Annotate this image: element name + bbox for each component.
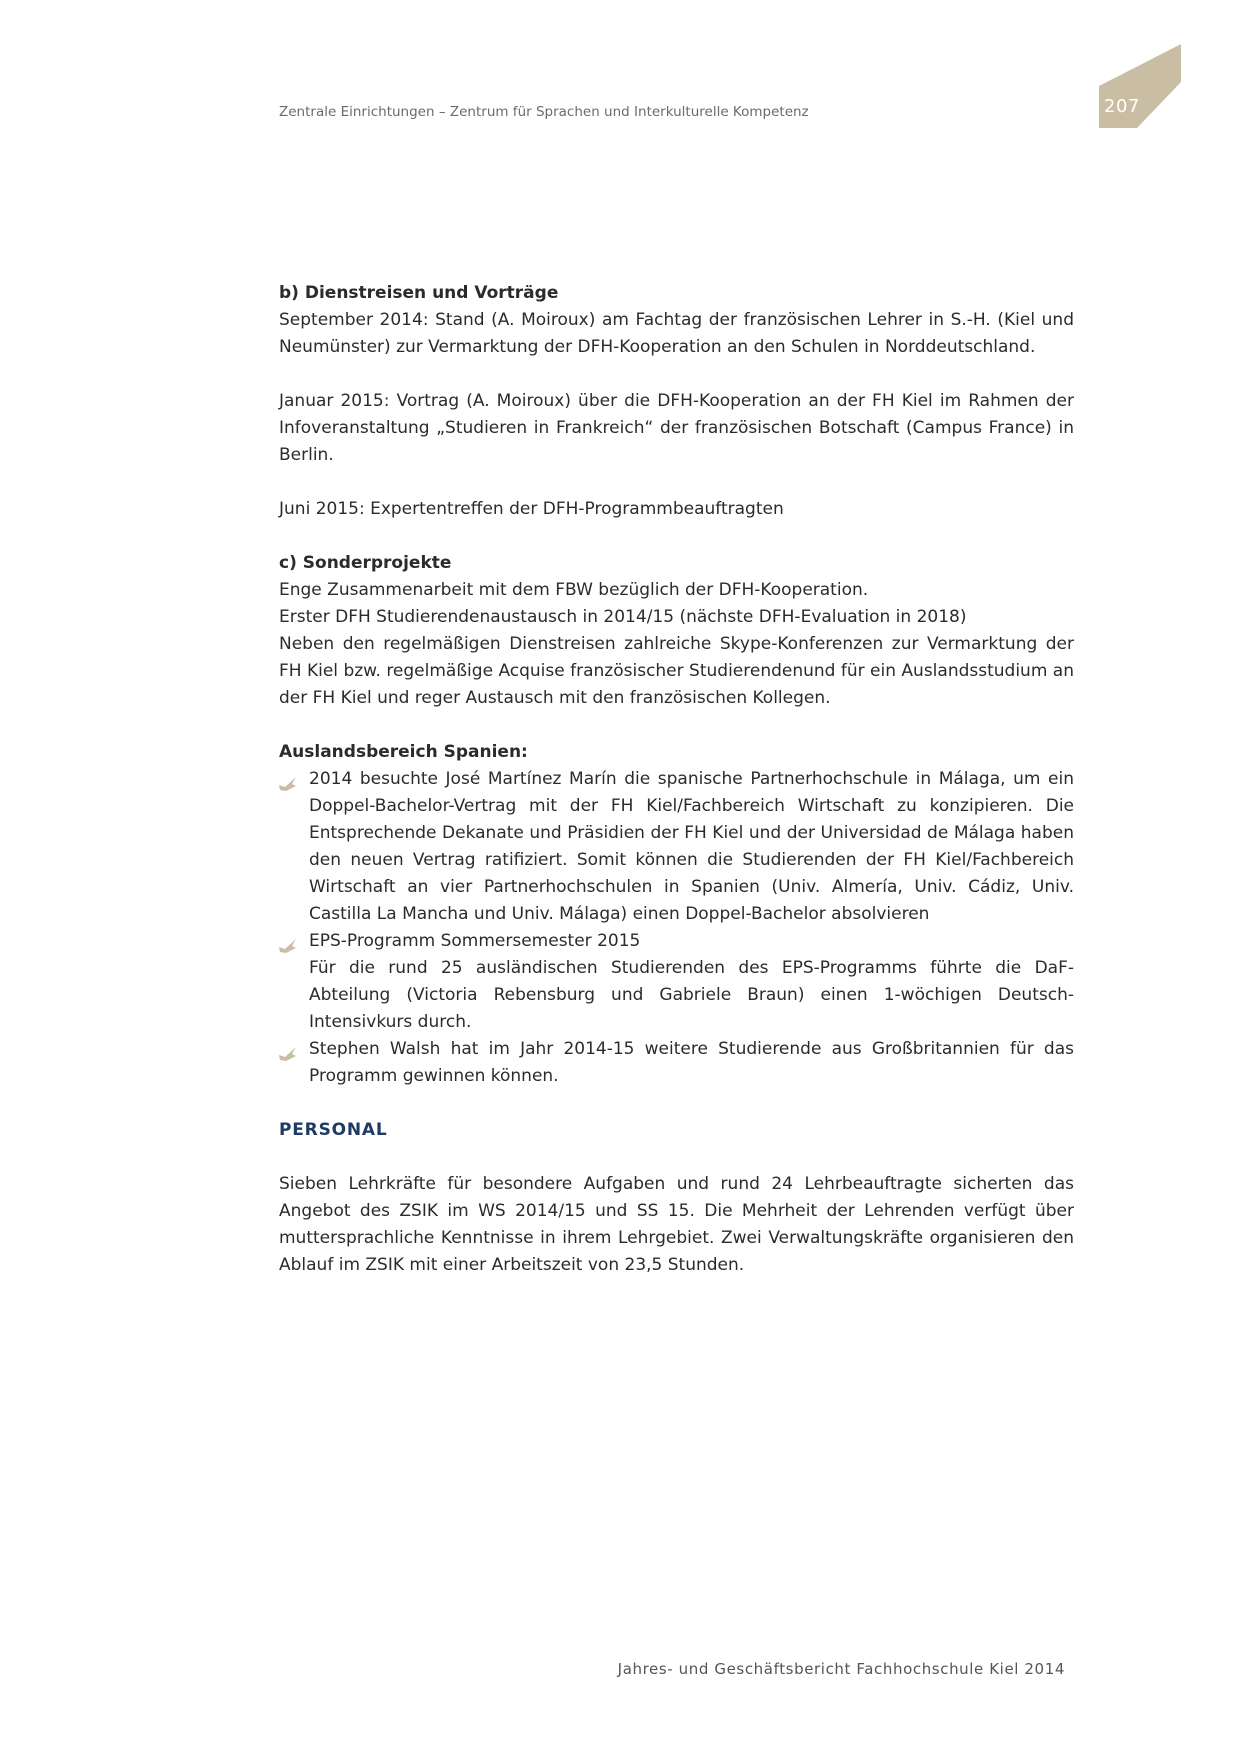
section-title-personal: PERSONAL <box>279 1120 388 1140</box>
sonderprojekte-line: Enge Zusammenarbeit mit dem FBW bezüglich der DFH-Kooperation. <box>279 580 869 600</box>
running-head: Zentrale Einrichtungen – Zentrum für Sprachen und Interkulturelle Kompetenz <box>279 104 809 120</box>
main-content <box>279 280 1074 1279</box>
checkmark-bullet-icon <box>279 773 297 787</box>
list-item-text: Stephen Walsh hat im Jahr 2014-15 weitere Studierende aus Großbritannien für das Programm gewinnen können. <box>309 1039 1074 1086</box>
list-item <box>279 1036 1074 1090</box>
paragraph-personal: Sieben Lehrkräfte für besondere Aufgaben und rund 24 Lehrbeauftragte sicherten das Angebot des ZSIK im WS 2014/15 und SS 15. Die Mehrheit der Lehrenden verfügt über muttersprachliche Kenntnisse in ihrem Lehrgebiet. Zwei Verwaltungskräfte organisieren den Ablauf im ZSIK mit einer Arbeitszeit von 23,5 Stunden. <box>279 1174 1074 1275</box>
sonderprojekte-line: Neben den regelmäßigen Dienstreisen zahlreiche Skype-Konferenzen zur Vermarktung der FH Kiel bzw. regelmäßige Acquise französischer Studierendenund für ein Auslandsstudium an der FH Kiel und reger Austausch mit den französischen Kollegen. <box>279 634 1074 708</box>
heading-sonderprojekte: c) Sonderprojekte <box>279 553 452 573</box>
list-item-text: 2014 besuchte José Martínez Marín die spanische Partnerhochschule in Málaga, um ein Doppel-Bachelor-Vertrag mit der FH Kiel/Fachbereich Wirtschaft zu konzipieren. Die Entsprechende Dekanate und Präsidien der FH Kiel und der Universidad de Málaga haben den neuen Vertrag ratifiziert. Somit können die Studierenden der FH Kiel/Fachbereich Wirtschaft an vier Partnerhochschulen in Spanien (Univ. Almería, Univ. Cádiz, Univ. Castilla La Mancha und Univ. Málaga) einen Doppel-Bachelor absolvieren <box>309 769 1074 924</box>
heading-dienstreisen: b) Dienstreisen und Vorträge <box>279 283 559 303</box>
spanien-bullet-list <box>279 766 1074 1090</box>
paragraph-januar-2015: Januar 2015: Vortrag (A. Moiroux) über die DFH-Kooperation an der FH Kiel im Rahmen der Infoveranstaltung „Studieren in Frankreich“ der französischen Botschaft (Campus France) in Berlin. <box>279 391 1074 465</box>
checkmark-bullet-icon <box>279 1043 297 1057</box>
list-item <box>279 928 1074 1036</box>
list-item-text: Für die rund 25 ausländischen Studierenden des EPS-Programms führte die DaF-Abteilung (Victoria Rebensburg und Gabriele Braun) einen 1-wöchigen Deutsch-Intensivkurs durch. <box>309 958 1074 1032</box>
heading-spanien: Auslandsbereich Spanien: <box>279 742 528 762</box>
list-item <box>279 766 1074 928</box>
page-footer: Jahres- und Geschäftsbericht Fachhochschule Kiel 2014 <box>617 1660 1065 1678</box>
list-item-title: EPS-Programm Sommersemester 2015 <box>309 931 641 951</box>
checkmark-bullet-icon <box>279 935 297 949</box>
sonderprojekte-line: Erster DFH Studierendenaustausch in 2014/15 (nächste DFH-Evaluation in 2018) <box>279 607 967 627</box>
paragraph-juni-2015: Juni 2015: Expertentreffen der DFH-Programmbeauftragten <box>279 499 784 519</box>
paragraph-september-2014: September 2014: Stand (A. Moiroux) am Fachtag der französischen Lehrer in S.-H. (Kiel und Neumünster) zur Vermarktung der DFH-Kooperation an den Schulen in Norddeutschland. <box>279 310 1074 357</box>
page-number: 207 <box>1104 96 1140 117</box>
